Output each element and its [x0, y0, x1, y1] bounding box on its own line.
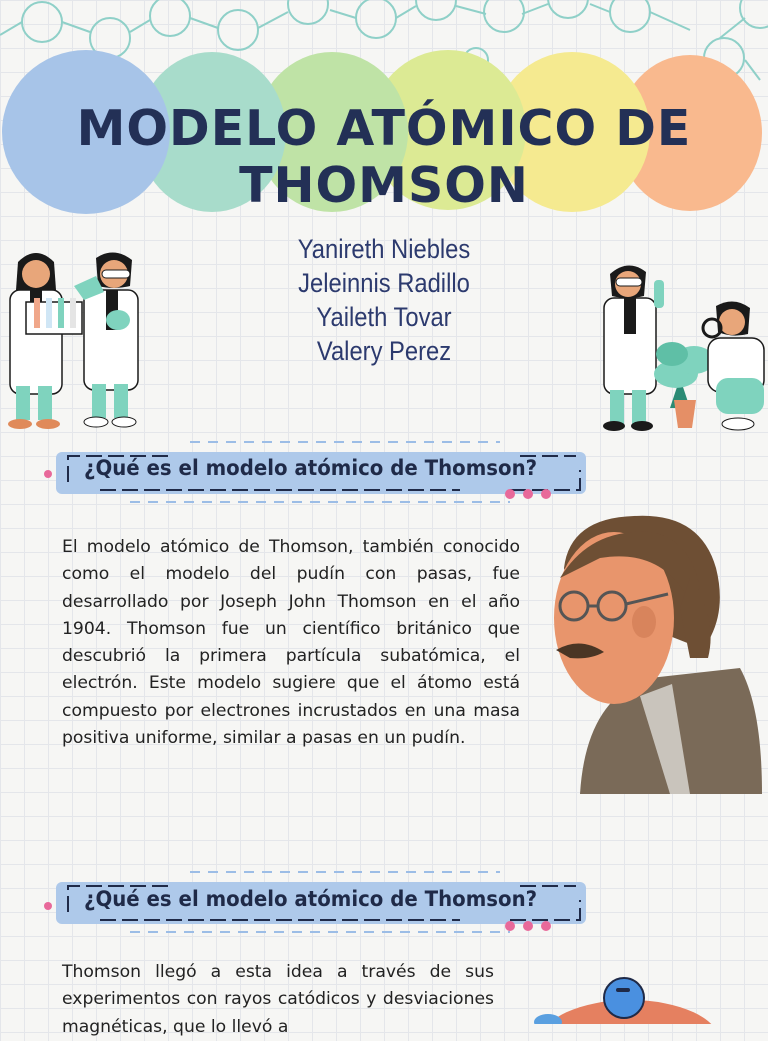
authors-list: [252, 232, 516, 368]
author-name: Valery Perez: [316, 336, 452, 366]
section-2-heading: ¿Qué es el modelo atómico de Thomson?: [84, 887, 538, 911]
atom-model-illustration: [520, 972, 720, 1024]
scientists-lab-illustration: [0, 246, 150, 432]
pink-dot: [44, 470, 52, 478]
section-2-body: Thomson llegó a esta idea a través de sus experimentos con rayos catódicos y desviaciones magnéticas, que lo llevó a: [62, 962, 494, 1037]
author-name: Jeleinnis Radillo: [298, 268, 470, 298]
section-1-body: El modelo atómico de Thomson, también conocido como el modelo del pudín con pasas, fue desarrollado por Joseph John Thomson en el año 1904. Thomson fue un científico británico que descubrió la primera partícula subatómica, el electrón. Este modelo sugiere que el átomo está compuesto por electrones incrustados en una masa positiva uniforme, similar a pasas en un pudín.: [62, 537, 520, 749]
author-name: Yanireth Niebles: [297, 234, 471, 264]
thomson-portrait: [540, 508, 768, 794]
section-1-heading: ¿Qué es el modelo atómico de Thomson?: [84, 456, 538, 480]
scientists-plant-illustration: [596, 258, 768, 434]
author-name: Yaileth Tovar: [316, 302, 452, 332]
page-title: MODELO ATÓMICO DE THOMSON: [76, 100, 692, 214]
